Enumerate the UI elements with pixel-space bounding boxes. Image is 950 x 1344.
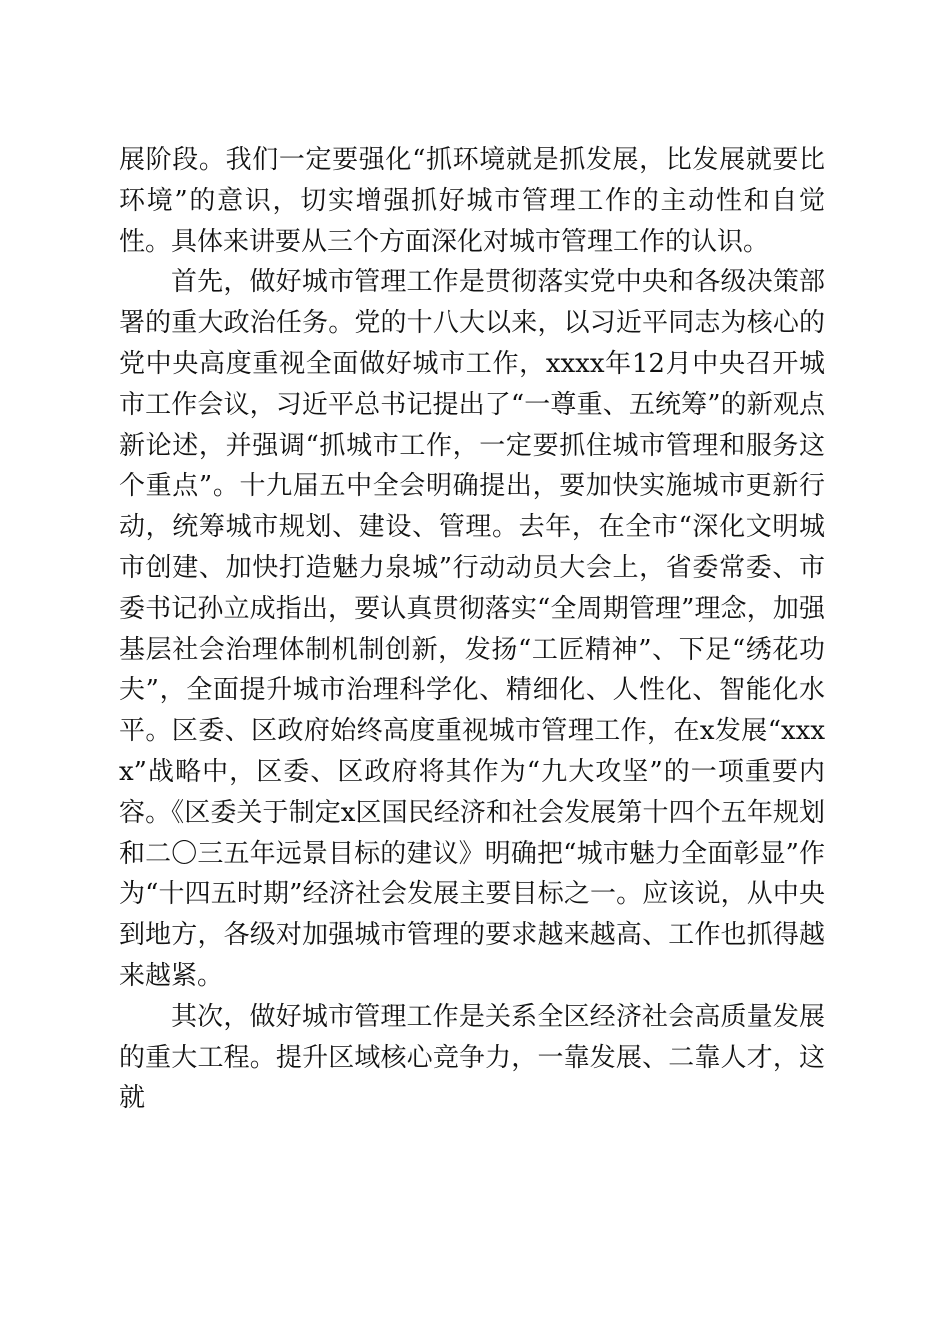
document-body (119, 140, 825, 1119)
paragraph-continuation: 展阶段。我们一定要强化“抓环境就是抓发展，比发展就要比环境”的意识，切实增强抓好城市管理工作的主动性和自觉性。具体来讲要从三个方面深化对城市管理工作的认识。 (119, 145, 825, 257)
paragraph-second-point: 其次，做好城市管理工作是关系全区经济社会高质量发展的重大工程。提升区域核心竞争力，一靠发展、二靠人才，这就 (119, 1001, 825, 1114)
paragraph-first-point: 首先，做好城市管理工作是贯彻落实党中央和各级决策部署的重大政治任务。党的十八大以来，以习近平同志为核心的党中央高度重视全面做好城市工作，xxxx年12月中央召开城市工作会议，习近平总书记提出了“一尊重、五统筹”的新观点新论述，并强调“抓城市工作，一定要抓住城市管理和服务这个重点”。十九届五中全会明确提出，要加快实施城市更新行动，统筹城市规划、建设、管理。去年，在全市“深化文明城市创建、加快打造魅力泉城”行动动员大会上，省委常委、市委书记孙立成指出，要认真贯彻落实“全周期管理”理念，加强基层社会治理体制机制创新，发扬“工匠精神”、下足“绣花功夫”，全面提升城市治理科学化、精细化、人性化、智能化水平。区委、区政府始终高度重视城市管理工作，在x发展“xxxx”战略中，区委、区政府将其作为“九大攻坚”的一项重要内容。《区委关于制定x区国民经济和社会发展第十四个五年规划和二〇三五年远景目标的建议》明确把“城市魅力全面彰显”作为“十四五时期”经济社会发展主要目标之一。应该说，从中央到地方，各级对加强城市管理的要求越来越高、工作也抓得越来越紧。 (119, 267, 825, 991)
